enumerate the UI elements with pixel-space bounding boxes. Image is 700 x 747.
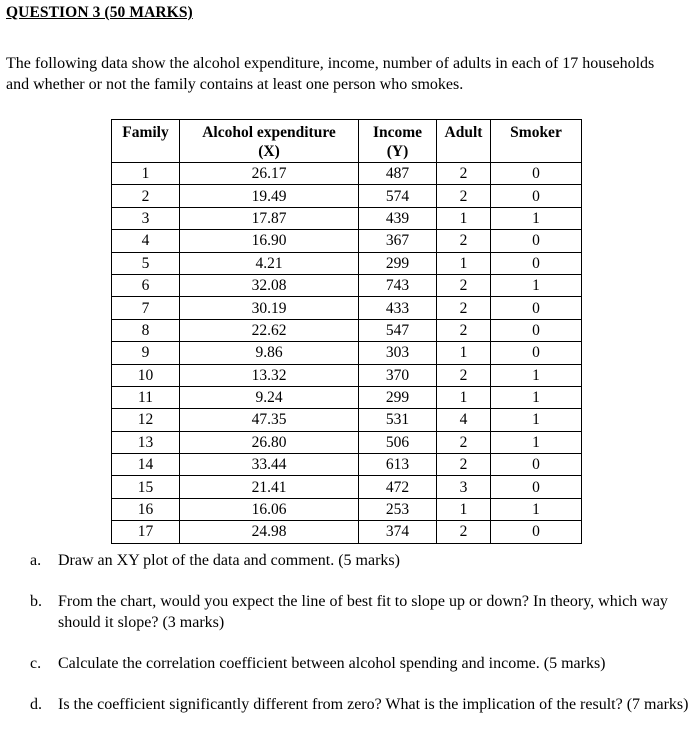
question-c-text: Calculate the correlation coefficient between alcohol spending and income. (5 marks)	[58, 655, 606, 672]
cell-family: 14	[112, 454, 180, 476]
cell-smoker: 1	[491, 207, 582, 229]
cell-income: 253	[359, 498, 437, 520]
header-income-label: Income	[372, 124, 423, 141]
cell-family: 4	[112, 230, 180, 252]
cell-smoker: 1	[491, 364, 582, 386]
cell-alcohol-expenditure: 33.44	[180, 454, 359, 476]
cell-family: 3	[112, 207, 180, 229]
cell-adult: 2	[437, 274, 491, 296]
question-c	[0, 653, 690, 674]
cell-income: 613	[359, 454, 437, 476]
question-b	[0, 591, 690, 633]
cell-adult: 1	[437, 252, 491, 274]
cell-family: 1	[112, 163, 180, 185]
cell-alcohol-expenditure: 9.86	[180, 342, 359, 364]
cell-adult: 4	[437, 409, 491, 431]
cell-family: 16	[112, 498, 180, 520]
header-income-symbol: (Y)	[386, 143, 409, 160]
cell-alcohol-expenditure: 26.80	[180, 431, 359, 453]
cell-smoker: 1	[491, 431, 582, 453]
cell-smoker: 0	[491, 185, 582, 207]
cell-family: 10	[112, 364, 180, 386]
cell-income: 506	[359, 431, 437, 453]
cell-income: 531	[359, 409, 437, 431]
table-row	[112, 476, 582, 498]
header-alcohol-label: Alcohol expenditure	[202, 124, 336, 141]
cell-adult: 3	[437, 476, 491, 498]
cell-smoker: 0	[491, 476, 582, 498]
table-header-row	[112, 120, 582, 163]
cell-alcohol-expenditure: 26.17	[180, 163, 359, 185]
cell-family: 7	[112, 297, 180, 319]
cell-family: 2	[112, 185, 180, 207]
cell-income: 574	[359, 185, 437, 207]
table-row	[112, 409, 582, 431]
cell-adult: 2	[437, 364, 491, 386]
table-row	[112, 431, 582, 453]
header-alcohol-symbol: (X)	[258, 143, 280, 160]
cell-family: 11	[112, 386, 180, 408]
cell-adult: 2	[437, 454, 491, 476]
cell-adult: 2	[437, 521, 491, 543]
question-list	[0, 550, 690, 715]
cell-income: 743	[359, 274, 437, 296]
question-a-text: Draw an XY plot of the data and comment. (5 marks)	[58, 552, 400, 569]
cell-income: 370	[359, 364, 437, 386]
cell-family: 15	[112, 476, 180, 498]
header-adult: Adult	[437, 120, 491, 163]
cell-alcohol-expenditure: 9.24	[180, 386, 359, 408]
header-alcohol-expenditure	[180, 120, 359, 163]
cell-family: 13	[112, 431, 180, 453]
cell-family: 12	[112, 409, 180, 431]
cell-smoker: 0	[491, 163, 582, 185]
table-body	[112, 163, 582, 544]
cell-smoker: 1	[491, 498, 582, 520]
cell-alcohol-expenditure: 47.35	[180, 409, 359, 431]
cell-income: 547	[359, 319, 437, 341]
cell-adult: 2	[437, 297, 491, 319]
cell-income: 472	[359, 476, 437, 498]
cell-family: 9	[112, 342, 180, 364]
cell-income: 299	[359, 252, 437, 274]
cell-family: 6	[112, 274, 180, 296]
table-row	[112, 297, 582, 319]
cell-smoker: 0	[491, 319, 582, 341]
cell-smoker: 0	[491, 297, 582, 319]
cell-alcohol-expenditure: 16.06	[180, 498, 359, 520]
table-row	[112, 319, 582, 341]
header-smoker: Smoker	[491, 120, 582, 163]
cell-smoker: 0	[491, 454, 582, 476]
cell-smoker: 1	[491, 274, 582, 296]
cell-smoker: 0	[491, 230, 582, 252]
cell-alcohol-expenditure: 16.90	[180, 230, 359, 252]
cell-income: 439	[359, 207, 437, 229]
header-family: Family	[112, 120, 180, 163]
cell-income: 367	[359, 230, 437, 252]
cell-adult: 2	[437, 230, 491, 252]
table-row	[112, 185, 582, 207]
cell-adult: 2	[437, 185, 491, 207]
question-d	[0, 694, 690, 715]
cell-adult: 1	[437, 207, 491, 229]
header-income	[359, 120, 437, 163]
question-a-marker: a.	[30, 552, 42, 569]
table-row	[112, 252, 582, 274]
cell-alcohol-expenditure: 4.21	[180, 252, 359, 274]
cell-adult: 1	[437, 498, 491, 520]
cell-smoker: 0	[491, 521, 582, 543]
cell-income: 299	[359, 386, 437, 408]
cell-adult: 2	[437, 163, 491, 185]
data-table	[111, 119, 582, 544]
cell-adult: 2	[437, 319, 491, 341]
question-d-text: Is the coefficient significantly different from zero? What is the implication of the result? (7 marks)	[58, 696, 689, 713]
cell-smoker: 1	[491, 386, 582, 408]
table-row	[112, 454, 582, 476]
cell-smoker: 1	[491, 409, 582, 431]
cell-adult: 1	[437, 386, 491, 408]
question-heading: QUESTION 3 (50 MARKS)	[6, 4, 193, 21]
table-row	[112, 163, 582, 185]
cell-income: 303	[359, 342, 437, 364]
table-row	[112, 274, 582, 296]
table-row	[112, 342, 582, 364]
cell-alcohol-expenditure: 32.08	[180, 274, 359, 296]
cell-smoker: 0	[491, 252, 582, 274]
question-c-marker: c.	[30, 655, 42, 672]
table-row	[112, 498, 582, 520]
cell-family: 17	[112, 521, 180, 543]
table-row	[112, 230, 582, 252]
cell-alcohol-expenditure: 30.19	[180, 297, 359, 319]
cell-family: 5	[112, 252, 180, 274]
cell-alcohol-expenditure: 19.49	[180, 185, 359, 207]
cell-adult: 2	[437, 431, 491, 453]
cell-income: 374	[359, 521, 437, 543]
cell-smoker: 0	[491, 342, 582, 364]
question-a	[0, 550, 690, 571]
question-b-text: From the chart, would you expect the line of best fit to slope up or down? In theory, which way should it slope? (3 marks)	[58, 593, 668, 631]
table-row	[112, 386, 582, 408]
cell-income: 433	[359, 297, 437, 319]
table-row	[112, 364, 582, 386]
cell-adult: 1	[437, 342, 491, 364]
cell-income: 487	[359, 163, 437, 185]
cell-alcohol-expenditure: 13.32	[180, 364, 359, 386]
cell-alcohol-expenditure: 21.41	[180, 476, 359, 498]
intro-paragraph: The following data show the alcohol expenditure, income, number of adults in each of 17 households and whether or not the family contains at least one person who smokes.	[6, 55, 655, 93]
cell-alcohol-expenditure: 17.87	[180, 207, 359, 229]
cell-alcohol-expenditure: 24.98	[180, 521, 359, 543]
question-b-marker: b.	[30, 593, 42, 610]
cell-alcohol-expenditure: 22.62	[180, 319, 359, 341]
cell-family: 8	[112, 319, 180, 341]
table-row	[112, 521, 582, 543]
question-d-marker: d.	[30, 696, 42, 713]
table-row	[112, 207, 582, 229]
